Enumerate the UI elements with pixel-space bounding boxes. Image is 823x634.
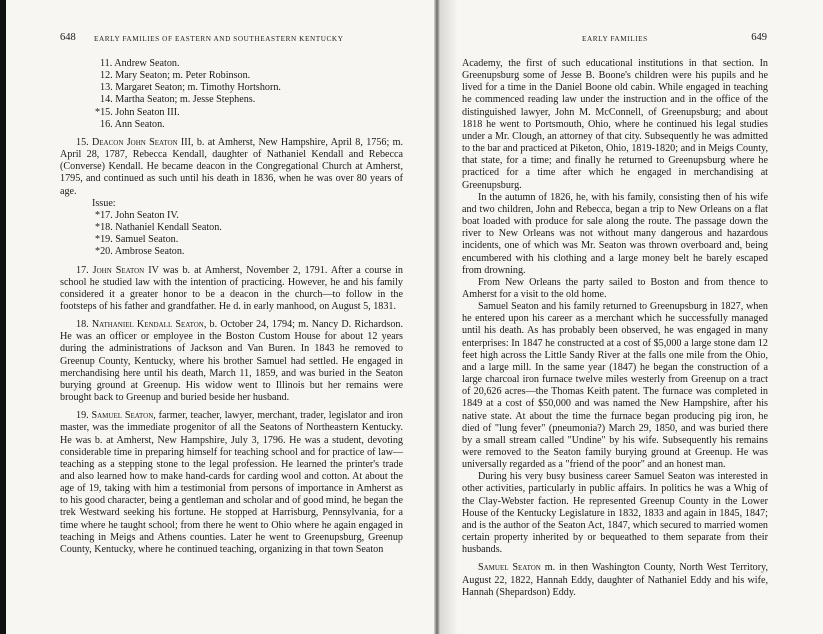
entry-name: Samuel Seaton bbox=[91, 410, 154, 422]
entry-text: m. in then Washington County, North West Territory, August 22, 1822, Hannah Eddy, daughter of Nathaniel Eddy and his wife, Hannah (Shepardson) Eddy. bbox=[462, 562, 768, 598]
entry-text: III, b. at Amherst, New Hampshire, April 8, 1756; m. April 28, 1787, Rebecca Kendall, daughter of Nathaniel Kendall and Rebecca (Converse) Kendall. He became deacon in the Congregational Church at Amherst, 1795, and continued as such until his death in 1836, when he was over 80 years of age. bbox=[60, 136, 403, 197]
paragraph-19 bbox=[60, 410, 403, 556]
issue-label: Issue: bbox=[92, 197, 116, 209]
entry-name: John Seaton bbox=[92, 264, 145, 276]
entry-name: Deacon John Seaton bbox=[91, 136, 178, 148]
list-item: *15. John Seaton III. bbox=[95, 106, 180, 118]
paragraph: From New Orleans the party sailed to Boston and from thence to Amherst for a visit to the old home. bbox=[462, 276, 768, 300]
running-head: EARLY FAMILIES OF EASTERN AND SOUTHEASTERN KENTUCKY bbox=[94, 35, 344, 43]
paragraph: During his very busy business career Samuel Seaton was interested in other activities, particularly in public affairs. In politics he was a Whig of the Clay-Webster faction. He represented Greenup County in the Lower House of the Kentucky Legislature in 1832, 1833 and again in 1845, 1847; and is the author of the Seaton Act, 1847, which secured to married women certain property inherited by or bequeathed to them separate from their husbands. bbox=[462, 471, 768, 556]
list-item: 12. Mary Seaton; m. Peter Robinson. bbox=[100, 70, 251, 82]
entry-text: IV was b. at Amherst, November 2, 1791. After a course in school he studied law with the intention of practicing. However, he and his family considered it a greater honor to be a deacon in the church—to follow in the footsteps of his father and grandfather. He d. in early manhood, on August 5, 1831. bbox=[60, 264, 403, 312]
list-item: *18. Nathaniel Kendall Seaton. bbox=[95, 222, 222, 234]
list-item: 11. Andrew Seaton. bbox=[100, 58, 180, 69]
paragraph-18 bbox=[60, 319, 403, 404]
paragraph: Academy, the first of such educational institutions in that section. In Greenupsburg some of Jesse B. Boone's children were his pupils and he lived for a time in the Daniel Boone old cabin. While engaged in teaching he commenced reading law under the instruction and in the office of the distinguished lawyer, John M. McConnell, of Greenupsburg; and about 1818 he went to Portsmouth, Ohio, where he continued his legal studies under a Mr. Clough, an attorney of that city. Subsequently he was admitted to the bar and practiced at Piketon, Ohio, 1819-1820; and in Meigs County, that state, for a time; and finally he returned to Greenupsburg where he practiced for a time after which he engaged in merchandising at Greenupsburg. bbox=[462, 58, 768, 191]
running-head: EARLY FAMILIES bbox=[582, 35, 648, 43]
list-item: 13. Margaret Seaton; m. Timothy Hortshorn. bbox=[100, 82, 281, 94]
entry-text: , b. October 24, 1794; m. Nancy D. Richardson. He was an officer or employee in the Boston Custom House for about 12 years during the administrations of Jackson and Van Buren. In 1843 he removed to Greenup County, Kentucky, where his brother Samuel had settled. He engaged in merchandising here until his death, March 11, 1859, and was buried in the Seaton burying ground at Greenup. His widow went to Illinois but her remains were brought back to Greenup and buried beside her husband. bbox=[60, 319, 403, 404]
entry-name: Samuel Seaton bbox=[478, 562, 541, 574]
left-page-header bbox=[60, 31, 410, 45]
entry-number: 17. bbox=[76, 264, 93, 276]
entry-text: , farmer, teacher, lawyer, merchant, trader, legislator and iron master, was the immediate progenitor of all the Seatons of Northeastern Kentucky. He was b. at Amherst, New Hampshire, July 3, 1796. He was a student, devoting considerable time in preparing himself for teaching school and for practice of law—teaching as a stepping stone to the legal profession. He learned the printer's trade and also learned how to make hand-cards for carding wool and cotton. At about the age of 19, taking with him a testimonial from persons of importance in Amherst as to his good character, being a gentleman and scholar and of good mind, he began the trek Westward seeking his fortune. He stopped at Harrisburg, Pennsylvania, for a time where he taught school; from there he went to Ohio where he again engaged in teaching in Meigs and Athens counties. Later he went to Greenupsburg, Greenup County, Kentucky, where he continued teaching, organizing in that town Seaton bbox=[60, 410, 403, 555]
paragraph: In the autumn of 1826, he, with his family, consisting then of his wife and two children, John and Rebecca, began a trip to New Orleans on a flat boat loaded with produce for sale along the route. The passage down the river to New Orleans was not without many dangerous and hazardous incidents, one of which was Mr. Seaton was thrown overboard and, being encumbered with his clothing and a large money belt he barely escaped from drowning. bbox=[462, 191, 768, 276]
page-number: 648 bbox=[60, 32, 76, 43]
list-item: 14. Martha Seaton; m. Jesse Stephens. bbox=[100, 94, 256, 106]
list-item: *20. Ambrose Seaton. bbox=[95, 246, 185, 258]
paragraph-marriage bbox=[462, 562, 768, 598]
left-page-body bbox=[60, 58, 403, 556]
right-page-body bbox=[462, 58, 768, 599]
page-number: 649 bbox=[751, 32, 767, 43]
right-page-header bbox=[462, 31, 767, 45]
entry-name: Nathaniel Kendall Seaton bbox=[91, 319, 204, 331]
list-item: 16. Ann Seaton. bbox=[100, 118, 165, 130]
list-item: *17. John Seaton IV. bbox=[95, 209, 179, 221]
left-page bbox=[6, 0, 436, 634]
paragraph-17 bbox=[60, 265, 403, 314]
paragraph: Samuel Seaton and his family returned to Greenupsburg in 1827, when he entered upon his career as a merchant which he successfully managed until his death. As has probably been observed, he was engaged in many enterprises: In 1847 he constructed at a cost of $5,000 a large stone dam 12 feet high across the Little Sandy River at the falls one mile from the Ohio, and a large mill. In the same year (1847) he began the construction of a large charcoal iron furnace twelve miles westerly from Greenup on a tract of 20,626 acres—the Thomas Keith patent. The furnace was completed in 1849 at a cost of $50,000 and was named the New Hampshire, after his native state. At about the time the furnace began producing pig iron, he died of "lung fever" (pneumonia?) March 29, 1850, and was buried there by a small stream called "Undine" by his wife. Subsequently his remains were removed to the Seaton family burying ground at Greenup. He was universally regarded as a "friend of the poor" and an honest man. bbox=[462, 301, 768, 471]
list-item: *19. Samuel Seaton. bbox=[95, 234, 179, 246]
entry-number: 18. bbox=[76, 319, 92, 331]
entry-number: 19. bbox=[76, 410, 92, 422]
entry-number: 15. bbox=[76, 136, 92, 148]
right-page bbox=[438, 0, 823, 634]
paragraph-15 bbox=[60, 137, 403, 198]
